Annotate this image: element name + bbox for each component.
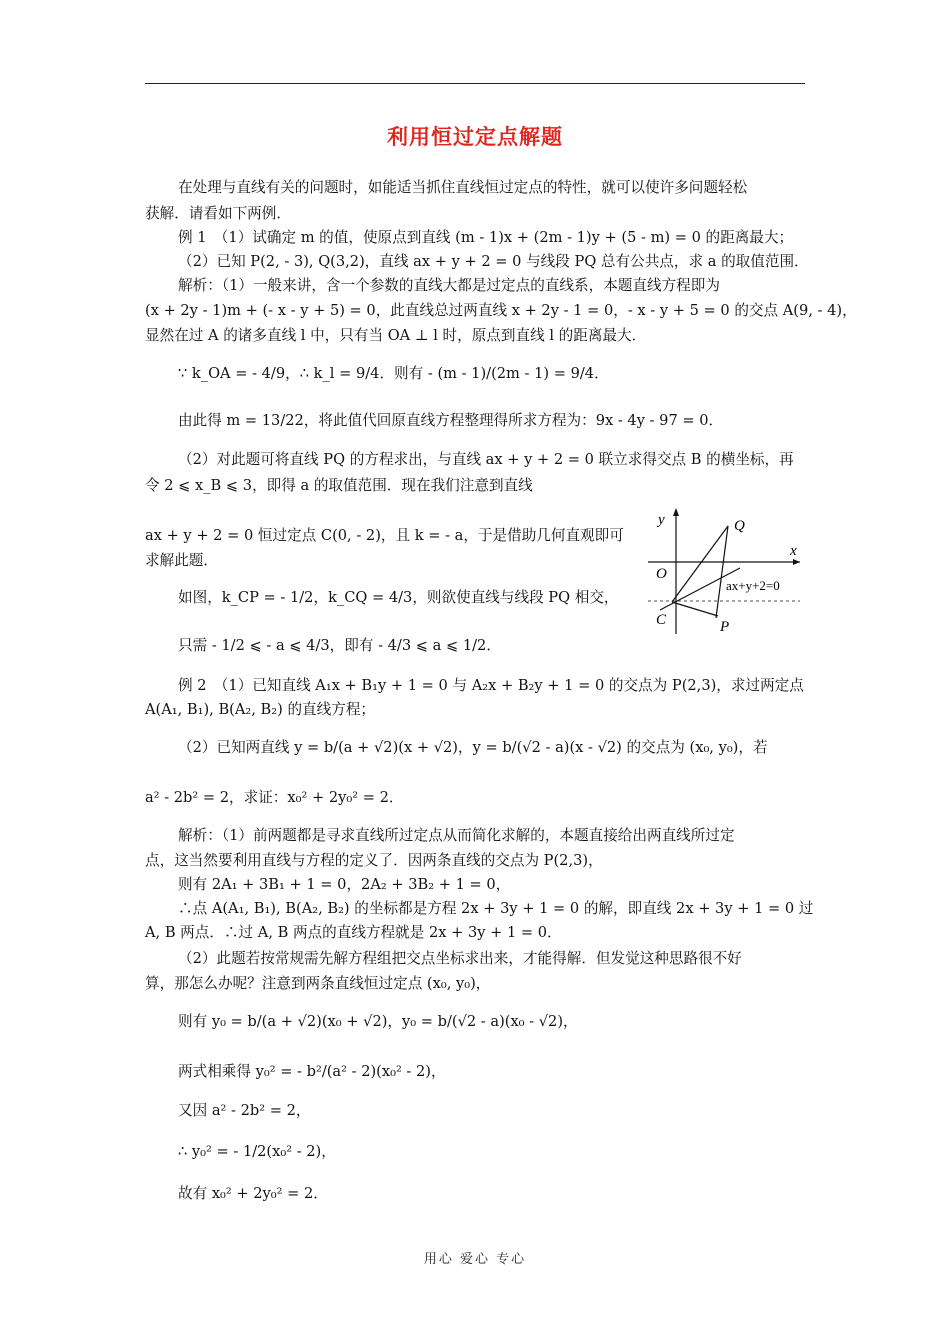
formula-line: ∴ y₀² = - 1/2(x₀² - 2)， (178, 1143, 336, 1160)
text-line: 则有 2A₁ + 3B₁ + 1 = 0，2A₂ + 3B₂ + 1 = 0， (178, 876, 511, 893)
point-p-label: P (720, 619, 730, 635)
text-line: 显然在过 A 的诸多直线 l 中，只有当 OA ⊥ l 时，原点到直线 l 的距离最大． (145, 327, 647, 344)
text-line: 令 2 ⩽ x_B ⩽ 3，即得 a 的取值范围．现在我们注意到直线 (145, 477, 533, 494)
text-line: （2）已知 P(2, - 3), Q(3,2)，直线 ax + y + 2 = 0 与线段 PQ 总有公共点，求 a 的取值范围． (178, 253, 809, 270)
header-rule (145, 83, 805, 84)
coordinate-figure (640, 498, 810, 638)
formula-line: a² - 2b² = 2，求证：x₀² + 2y₀² = 2． (145, 789, 404, 806)
text-line: 获解．请看如下两例． (145, 205, 291, 222)
text-line: 求解此题． (145, 552, 218, 569)
formula-line: 只需 - 1/2 ⩽ - a ⩽ 4/3，即有 - 4/3 ⩽ a ⩽ 1/2． (178, 637, 501, 654)
formula-line: 两式相乘得 y₀² = - b²/(a² - 2)(x₀² - 2)， (178, 1063, 446, 1080)
text-line: ∴点 A(A₁, B₁), B(A₂, B₂) 的坐标都是方程 2x + 3y + 1 = 0 的解，即直线 2x + 3y + 1 = 0 过 (178, 900, 814, 917)
text-line: 例 2 （1）已知直线 A₁x + B₁y + 1 = 0 与 A₂x + B₂y + 1 = 0 的交点为 P(2,3)，求过两定点 (178, 677, 804, 694)
formula-line: 故有 x₀² + 2y₀² = 2． (178, 1185, 328, 1202)
point-q-label: Q (734, 518, 745, 534)
text-line: A(A₁, B₁), B(A₂, B₂) 的直线方程； (145, 701, 376, 718)
text-line: 解析：（1）前两题都是寻求直线所过定点从而简化求解的，本题直接给出两直线所过定 (178, 827, 735, 844)
text-line: 在处理与直线有关的问题时，如能适当抓住直线恒过定点的特性，就可以使许多问题轻松 (178, 179, 748, 196)
page-title: 利用恒过定点解题 (387, 125, 563, 149)
text-line: (x + 2y - 1)m + (- x - y + 5) = 0，此直线总过两直线 x + 2y - 1 = 0，- x - y + 5 = 0 的交点 A(9, - 4)， (145, 302, 857, 319)
text-line: （2）对此题可将直线 PQ 的方程求出，与直线 ax + y + 2 = 0 联立求得交点 B 的横坐标，再 (178, 451, 794, 468)
text-line: （2）此题若按常规需先解方程组把交点坐标求出来，才能得解．但发觉这种思路很不好 (178, 950, 742, 967)
formula-line: ∵ k_OA = - 4/9，∴ k_l = 9/4．则有 - (m - 1)/(2m - 1) = 9/4． (178, 365, 609, 382)
origin-label: O (656, 566, 667, 582)
text-line: 例 1 （1）试确定 m 的值，使原点到直线 (m - 1)x + (2m - 1)y + (5 - m) = 0 的距离最大； (178, 229, 794, 246)
x-label: x (790, 543, 797, 559)
point-c-label: C (656, 612, 667, 628)
x-axis-arrow (793, 559, 800, 565)
text-line: 算，那怎么办呢？注意到两条直线恒过定点 (x₀, y₀)， (145, 975, 491, 992)
formula-line: 则有 y₀ = b/(a + √2)(x₀ + √2)，y₀ = b/(√2 - a)(x₀ - √2)， (178, 1013, 578, 1030)
formula-line: 如图，k_CP = - 1/2，k_CQ = 4/3，则欲使直线与线段 PQ 相交， (178, 589, 619, 606)
line-equation-label: ax+y+2=0 (726, 578, 780, 593)
formula-line: （2）已知两直线 y = b/(a + √2)(x + √2)，y = b/(√2 - a)(x - √2) 的交点为 (x₀, y₀)，若 (178, 739, 768, 756)
text-line: 解析：（1）一般来讲，含一个参数的直线大都是过定点的直线系，本题直线方程即为 (178, 277, 720, 294)
y-label: y (658, 512, 665, 528)
line-CP (672, 602, 718, 616)
y-axis-arrow (673, 508, 679, 516)
formula-line: 由此得 m = 13/22，将此值代回原直线方程整理得所求方程为：9x - 4y - 97 = 0． (178, 412, 724, 429)
text-line: ax + y + 2 = 0 恒过定点 C(0, - 2)，且 k = - a，于是借助几何直观即可 (145, 527, 624, 544)
page-footer: 用心 爱心 专心 (423, 1252, 527, 1267)
text-line: 点，这当然要利用直线与方程的定义了．因两条直线的交点为 P(2,3)， (145, 852, 603, 869)
text-line: A, B 两点．∴过 A, B 两点的直线方程就是 2x + 3y + 1 = 0． (145, 924, 562, 941)
formula-line: 又因 a² - 2b² = 2， (178, 1102, 311, 1119)
